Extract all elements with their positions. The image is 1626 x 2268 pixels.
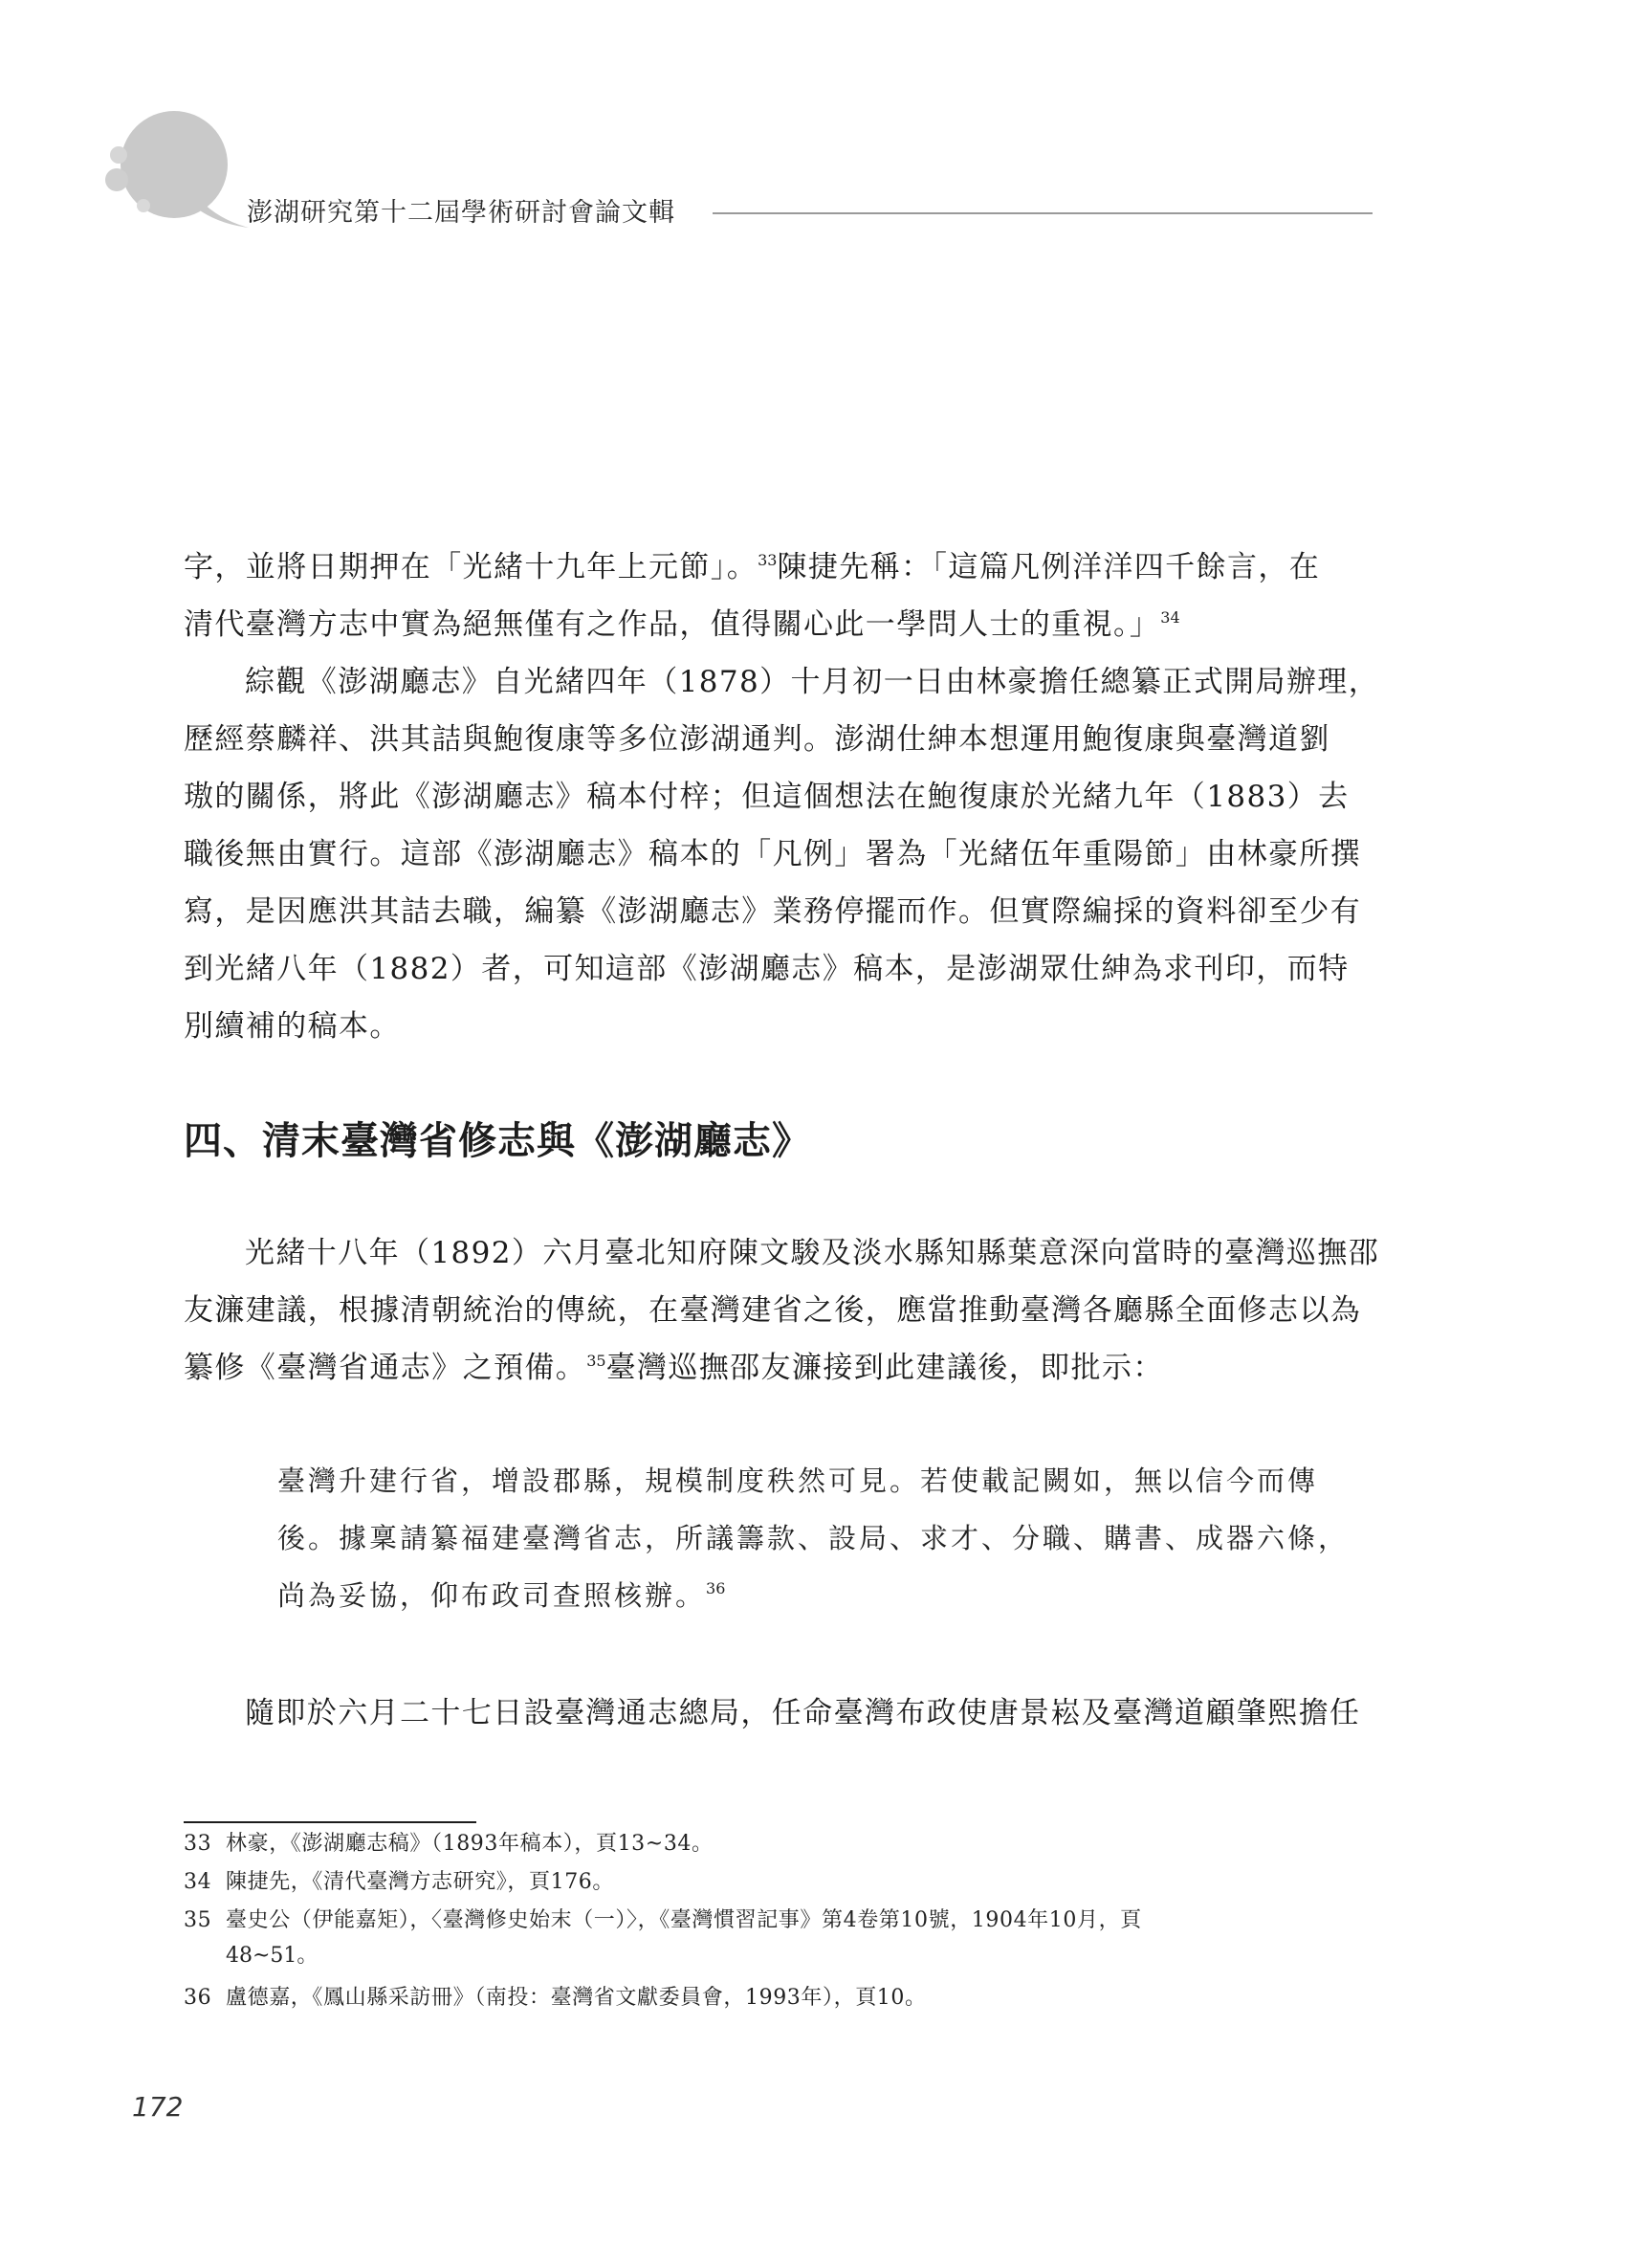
block-quote-line-2: 後。據稟請纂福建臺灣省志，所議籌款、設局、求才、分職、購書、成器六條， <box>277 1522 1350 1554</box>
paragraph-2-line: 別續補的稿本。 <box>184 1009 401 1044</box>
footnote-34: 34 陳捷先，《清代臺灣方志研究》，頁176。 <box>184 1870 614 1894</box>
footnote-33: 33 林豪，《澎湖廳志稿》（1893年稿本），頁13~34。 <box>184 1832 714 1856</box>
paragraph-2-line: 歷經蔡麟祥、洪其詰與鮑復康等多位澎湖通判。澎湖仕紳本想運用鮑復康與臺灣道劉 <box>184 722 1330 757</box>
footnote-35: 35 臺史公（伊能嘉矩），〈臺灣修史始末（一）〉，《臺灣慣習記事》第4卷第10號，1904年10月，頁 <box>184 1908 1142 1932</box>
running-header-title: 澎湖研究第十二屆學術研討會論文輯 <box>247 198 675 228</box>
header-divider <box>713 212 1373 214</box>
footnote-ref-36[interactable]: 36 <box>706 1579 726 1597</box>
paragraph-2-line: 璈的關係，將此《澎湖廳志》稿本付梓；但這個想法在鮑復康於光緒九年（1883）去 <box>184 780 1350 814</box>
footnote-36: 36 盧德嘉，《鳳山縣采訪冊》（南投：臺灣省文獻委員會，1993年），頁10。 <box>184 1986 927 2010</box>
footnote-35-continuation: 48~51。 <box>226 1944 319 1968</box>
paragraph-2-line: 綜觀《澎湖廳志》自光緒四年（1878）十月初一日由林豪擔任總纂正式開局辦理， <box>245 665 1380 699</box>
footnote-ref-35[interactable]: 35 <box>586 1352 606 1370</box>
block-quote-line-1: 臺灣升建行省，增設郡縣，規模制度秩然可見。若使載記闕如，無以信今而傳 <box>277 1464 1319 1497</box>
book-logo-icon <box>105 105 268 230</box>
paragraph-3-line-1: 光緒十八年（1892）六月臺北知府陳文駿及淡水縣知縣葉意深向當時的臺灣巡撫邵 <box>245 1236 1380 1270</box>
paragraph-4-line-1: 隨即於六月二十七日設臺灣通志總局，任命臺灣布政使唐景崧及臺灣道顧肇熙擔任 <box>245 1696 1361 1730</box>
footnote-divider <box>184 1821 476 1823</box>
footnote-ref-34[interactable]: 34 <box>1160 608 1180 627</box>
paragraph-1-line-1: 字，並將日期押在「光緒十九年上元節」。$^{33}$陳捷先稱：「這篇凡例洋洋四千餘言，在 <box>184 550 1321 584</box>
paragraph-3-line-2: 友濂建議，根據清朝統治的傳統，在臺灣建省之後，應當推動臺灣各廳縣全面修志以為 <box>184 1293 1362 1328</box>
page-number: 172 <box>132 2091 184 2123</box>
paragraph-1-line-2: 清代臺灣方志中實為絕無僅有之作品，值得關心此一學問人士的重視。」$^{34}$ <box>184 607 1180 642</box>
paragraph-2-line: 職後無由實行。這部《澎湖廳志》稿本的「凡例」署為「光緒伍年重陽節」由林豪所撰 <box>184 837 1362 871</box>
section-heading: 四、清末臺灣省修志與《澎湖廳志》 <box>184 1118 811 1163</box>
paragraph-3-line-3: 纂修《臺灣省通志》之預備。$^{35}$臺灣巡撫邵友濂接到此建議後，即批示： <box>184 1351 1164 1385</box>
paragraph-2-line: 寫，是因應洪其詰去職，編纂《澎湖廳志》業務停擺而作。但實際編採的資料卻至少有 <box>184 894 1362 929</box>
paragraph-2-line: 到光緒八年（1882）者，可知這部《澎湖廳志》稿本，是澎湖眾仕紳為求刊印，而特 <box>184 952 1350 986</box>
footnote-ref-33[interactable]: 33 <box>758 551 778 569</box>
block-quote-line-3: 尚為妥協，仰布政司查照核辦。$^{36}$ <box>277 1579 726 1612</box>
